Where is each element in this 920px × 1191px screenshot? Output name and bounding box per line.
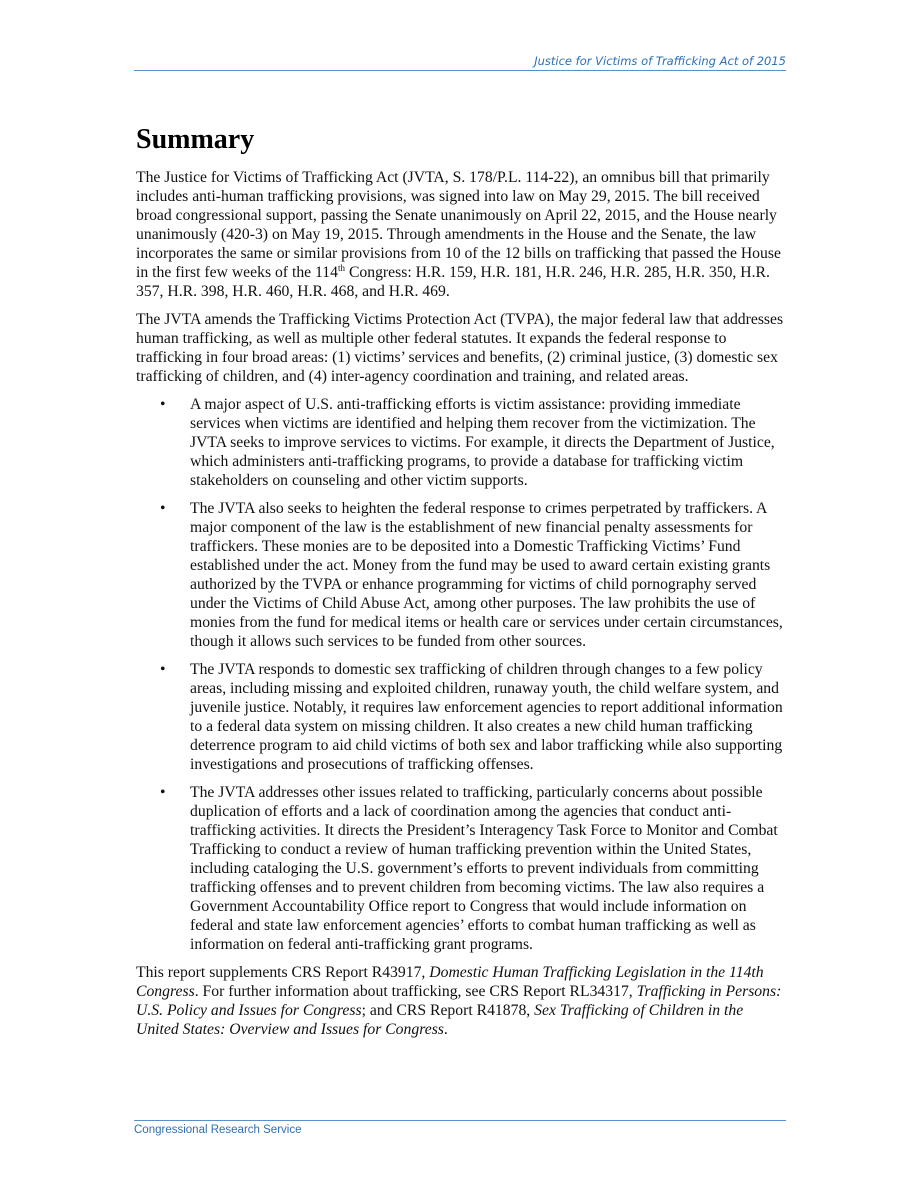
- footer-org: Congressional Research Service: [134, 1124, 302, 1136]
- running-header: [134, 54, 786, 71]
- paragraph-intro-text-b: Congress: H.R. 159, H.R. 181, H.R. 246, H.R. 285, H.R. 350, H.R. 357, H.R. 398, H.R. 460, H.R. 468, and H.R. 469.: [136, 264, 770, 300]
- bullet-icon: •: [160, 784, 166, 801]
- section-heading: Summary: [136, 124, 255, 155]
- paragraph-amendments: The JVTA amends the Trafficking Victims Protection Act (TVPA), the major federal law that addresses human trafficking, as well as multiple other federal statutes. It expands the federal response to trafficking in four broad areas: (1) victims’ services and benefits, (2) criminal justice, (3) domestic sex trafficking of children, and (4) inter-agency coordination and training, and related areas.: [136, 311, 784, 385]
- references-text-2: . For further information about trafficking, see CRS Report RL34317,: [194, 983, 637, 1000]
- paragraph-intro-text-a: The Justice for Victims of Trafficking Act (JVTA, S. 178/P.L. 114-22), an omnibus bill that primarily includes anti-human trafficking provisions, was signed into law on May 29, 2015. The bill received broad congressional support, passing the Senate unanimously on April 22, 2015, and the House nearly unanimously (420-3) on May 19, 2015. Through amendments in the House and the Senate, the law incorporates the same or similar provisions from 10 of the 12 bills on trafficking that passed the House in the first few weeks of the 114: [136, 169, 781, 281]
- list-item: [136, 499, 788, 651]
- references-text-1: This report supplements CRS Report R43917,: [136, 964, 430, 981]
- bullet-icon: •: [160, 396, 166, 413]
- paragraph-references: [136, 963, 788, 1039]
- paragraph-intro: [136, 168, 788, 301]
- bullet-icon: •: [160, 661, 166, 678]
- page-footer: [134, 1120, 786, 1136]
- bullet-icon: •: [160, 500, 166, 517]
- list-item: [136, 395, 788, 490]
- document-body: [136, 122, 788, 1048]
- report-title-rl34317: Trafficking in Persons: U.S. Policy and Issues for Congress: [136, 983, 782, 1019]
- list-item-text: The JVTA responds to domestic sex trafficking of children through changes to a few policy areas, including missing and exploited children, runaway youth, the child welfare system, and juvenile justice. Notably, it requires law enforcement agencies to report additional information to a federal data system on missing children. It also creates a new child human trafficking deterrence program to aid child victims of both sex and labor trafficking while also supporting investigations and prosecutions of trafficking offenses.: [190, 661, 783, 773]
- report-title-r43917: Domestic Human Trafficking Legislation in the 114th Congress: [136, 964, 764, 1000]
- list-item-text: The JVTA addresses other issues related to trafficking, particularly concerns about possible duplication of efforts and a lack of coordination among the agencies that conduct anti-trafficking activities. It directs the President’s Interagency Task Force to Monitor and Combat Trafficking to conduct a review of human trafficking prevention within the United States, including cataloging the U.S. government’s efforts to prevent individuals from committing trafficking offenses and to prevent children from becoming victims. The law also requires a Government Accountability Office report to Congress that would include information on federal and state law enforcement agencies’ efforts to combat human trafficking as well as information on federal anti-trafficking grant programs.: [190, 784, 778, 953]
- list-item-text: The JVTA also seeks to heighten the federal response to crimes perpetrated by traffickers. A major component of the law is the establishment of new financial penalty assessments for traffickers. These monies are to be deposited into a Domestic Trafficking Victims’ Fund established under the act. Money from the fund may be used to award certain existing grants authorized by the TVPA or enhance programming for victims of child pornography served under the Victims of Child Abuse Act, among other purposes. The law prohibits the use of monies from the fund for medical items or health care or services under certain circumstances, though it allows such services to be funded from other sources.: [190, 500, 783, 650]
- list-item: [136, 660, 788, 774]
- ordinal-suffix: th: [338, 263, 346, 273]
- list-item: [136, 783, 788, 954]
- references-text-3: ; and CRS Report R41878,: [361, 1002, 535, 1019]
- bullet-list: [136, 395, 788, 954]
- references-text-4: .: [443, 1021, 448, 1038]
- running-title: Justice for Victims of Trafficking Act of 2015: [534, 54, 786, 68]
- list-item-text: A major aspect of U.S. anti-trafficking efforts is victim assistance: providing immediate services when victims are identified and helping them recover from the victimization. The JVTA seeks to improve services to victims. For example, it directs the Department of Justice, which administers anti-trafficking programs, to provide a database for trafficking victim stakeholders on counseling and other victim supports.: [190, 396, 775, 489]
- report-title-r41878: Sex Trafficking of Children in the United States: Overview and Issues for Congress: [136, 1002, 744, 1038]
